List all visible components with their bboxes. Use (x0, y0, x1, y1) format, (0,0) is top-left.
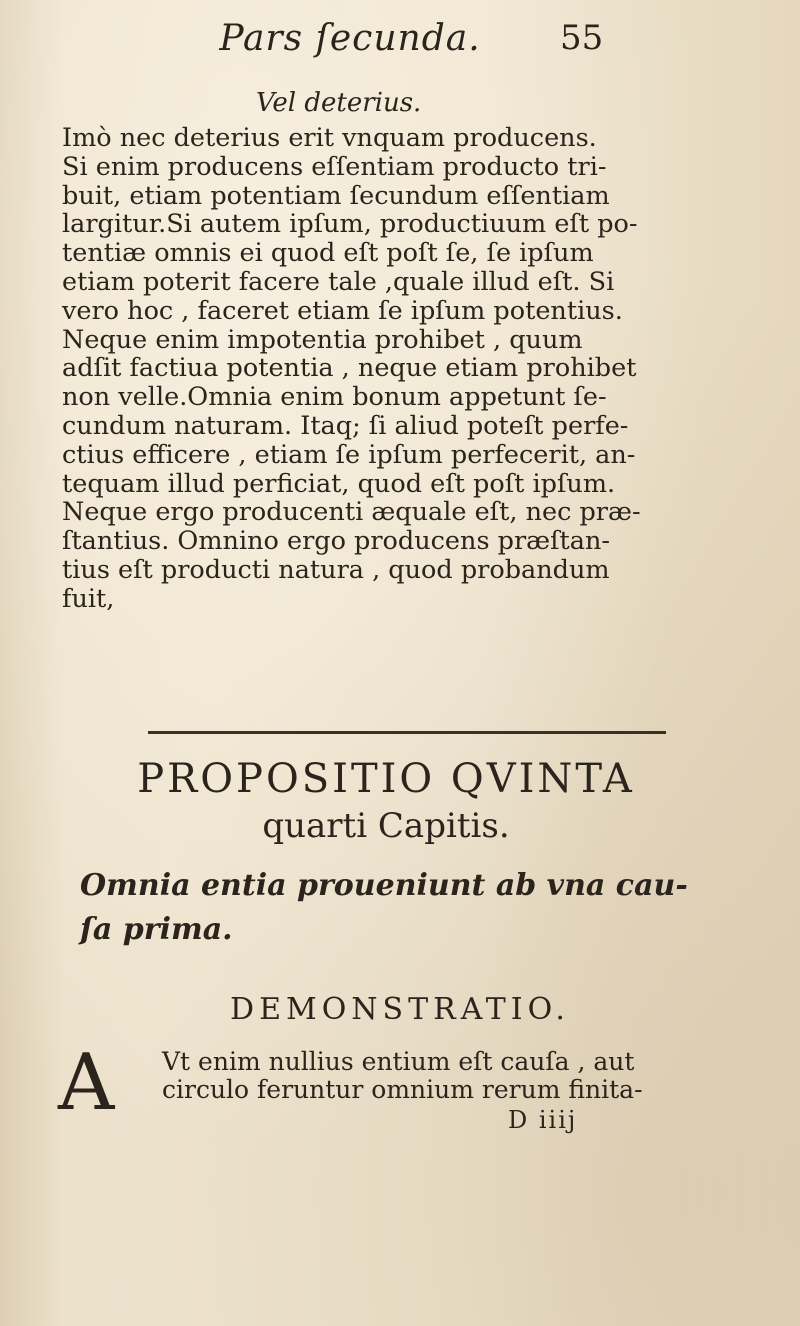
demonstratio-line: circulo feruntur omnium rerum finita- (162, 1075, 643, 1104)
statement-line: Omnia entia proueniunt ab vna cau- (80, 868, 688, 903)
body-line: ctius efficere , etiam ſe ipſum perfecerit, an- (62, 439, 636, 470)
demonstratio-text (162, 1048, 682, 1104)
body-line: tius eſt producti natura , quod probandum (62, 554, 610, 585)
body-line: Si enim producens eſſentiam producto tri- (62, 151, 607, 182)
body-line: Neque enim impotentia prohibet , quum (62, 324, 583, 355)
body-line: cundum naturam. Itaq; ſi aliud poteſt perfe- (62, 410, 629, 441)
body-line: fuit, (62, 583, 115, 614)
running-title: Pars ſecunda. (219, 18, 481, 59)
body-line: Neque ergo producenti æquale eſt, nec præ- (62, 497, 641, 528)
body-line: buit, etiam potentiam ſecundum eſſentiam (62, 180, 610, 211)
signature-mark: D iiij (508, 1106, 578, 1134)
body-line: adſit factiua potentia , neque etiam prohibet (62, 353, 637, 384)
body-paragraph (62, 124, 662, 614)
body-line: tequam illud perficiat, quod eſt poſt ipſum. (62, 468, 616, 499)
section-divider-rule (148, 731, 666, 734)
body-line: ſtantius. Omnino ergo producens præſtan- (62, 526, 611, 557)
body-line: Imò nec deterius erit vnquam producens. (62, 123, 597, 153)
proposition-subtitle: quarti Capitis. (262, 806, 510, 846)
body-line: etiam poterit facere tale ,quale illud eſt. Si (62, 266, 615, 297)
page-number: 55 (560, 18, 604, 58)
proposition-title: PROPOSITIO QVINTA (137, 756, 635, 802)
demonstratio-heading: DEMONSTRATIO. (230, 992, 570, 1027)
demonstratio-line: Vt enim nullius entium eſt cauſa , aut (162, 1047, 635, 1076)
drop-cap-initial: A (58, 1038, 115, 1128)
proposition-statement (80, 864, 688, 952)
body-line: tentiæ omnis ei quod eſt poſt ſe, ſe ipſum (62, 238, 594, 269)
section-subheading: Vel deterius. (256, 88, 422, 118)
body-line: vero hoc , faceret etiam ſe ipſum potentius. (62, 295, 623, 326)
body-line: non velle.Omnia enim bonum appetunt ſe- (62, 382, 607, 413)
body-line: largitur.Si autem ipſum, productiuum eſt po- (62, 209, 638, 240)
statement-line: ſa prima. (80, 912, 233, 947)
